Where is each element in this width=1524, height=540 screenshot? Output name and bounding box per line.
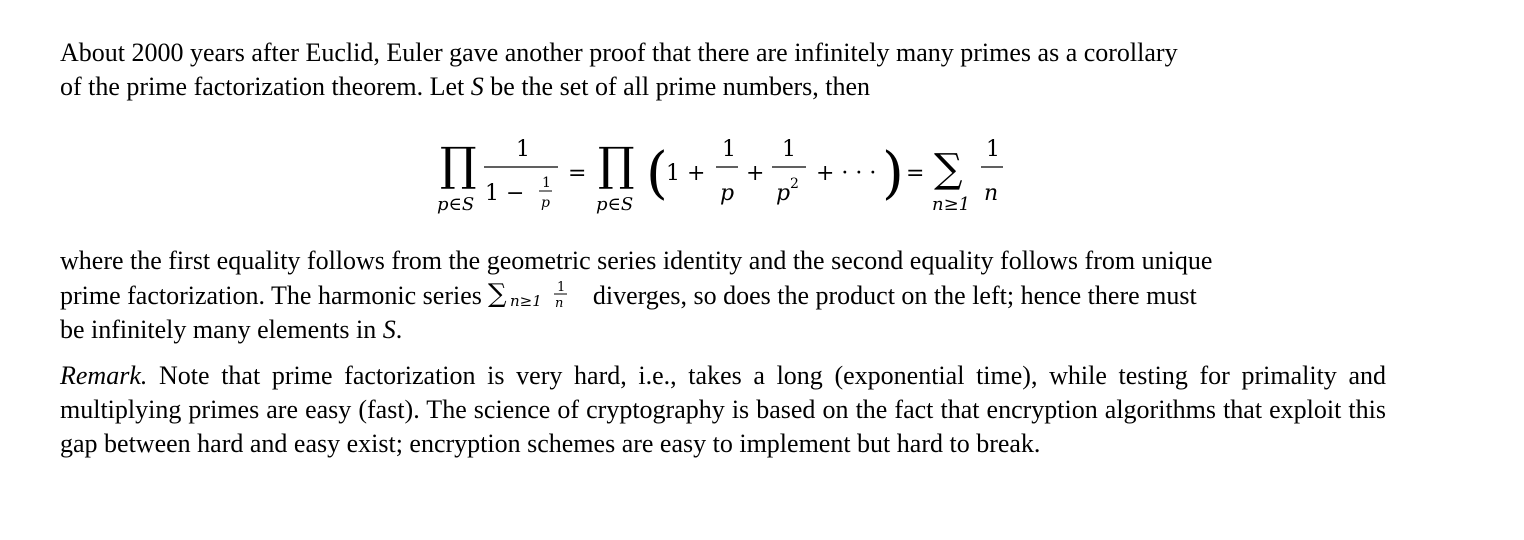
term-one-over-p-numerator: 1 [722, 137, 736, 162]
nested-numerator-one: 1 [542, 175, 551, 191]
paragraph-intro [60, 36, 1386, 104]
equals-sign-2: = [906, 161, 925, 186]
term-one-over-p-denominator: p [720, 181, 735, 206]
inline-sum-subscript: n≥1 [510, 292, 543, 308]
remark-text: Note that prime factorization is very hard, i.e., takes a long (exponential time), while testing for primality and multiplying primes are easy (fast). The science of cryptography is based on the fact that encryption algorithms that exploit this gap between hard and easy exist; encryption schemes are easy to implement but hard to break. [60, 361, 1386, 458]
product-symbol-left: ∏ [440, 137, 477, 191]
harmonic-line-1: where the first equality follows from the geometric series identity and the second equality follows from unique [60, 246, 1213, 275]
inline-denominator-n: n [555, 296, 564, 308]
harmonic-line-2-post: diverges, so does the product on the left; hence there must [592, 281, 1197, 310]
left-parenthesis: ( [646, 141, 668, 206]
term-one-over-p-squared-numerator: 1 [782, 137, 796, 162]
inline-harmonic-sum [488, 278, 586, 308]
remark-label: Remark. [60, 361, 148, 390]
inline-numerator-one: 1 [557, 280, 566, 295]
sum-subscript: n≥1 [932, 194, 971, 215]
plus-ellipsis: + · · · [816, 161, 877, 186]
intro-line-1: About 2000 years after Euclid, Euler gave another proof that there are infinitely many primes as a corollary [60, 38, 1178, 67]
nested-denominator-p: p [541, 195, 550, 211]
euler-product-equation [60, 104, 1386, 244]
one-plus: 1 + [666, 161, 706, 186]
harmonic-line-3-post: . [395, 315, 403, 344]
term-one-over-n-denominator: n [984, 181, 999, 206]
equals-sign-1: = [568, 161, 587, 186]
fraction-numerator-one: 1 [516, 137, 530, 162]
term-p-squared-base: p [776, 181, 791, 206]
inline-sum-symbol: ∑ [488, 279, 507, 308]
product-subscript-right: p∈S [596, 194, 634, 215]
set-s-variable-2: S [382, 315, 396, 344]
right-parenthesis: ) [882, 141, 904, 206]
plus-sign: + [746, 161, 765, 186]
product-symbol-right: ∏ [598, 137, 635, 191]
intro-line-2-post: be the set of all prime numbers, then [483, 72, 871, 101]
document-page [60, 36, 1386, 461]
set-s-variable: S [470, 72, 484, 101]
paragraph-remark [60, 359, 1386, 461]
intro-line-2-pre: of the prime factorization theorem. Let [60, 72, 471, 101]
product-subscript-left: p∈S [437, 194, 475, 215]
fraction-denominator-one-minus: 1 − [485, 181, 525, 206]
term-p-squared-exponent: 2 [790, 176, 799, 192]
sum-symbol: ∑ [934, 146, 963, 192]
term-one-over-n-numerator: 1 [986, 137, 1000, 162]
harmonic-line-2-pre: prime factorization. The harmonic series [60, 281, 482, 310]
inline-sum-svg [488, 278, 586, 308]
paragraph-harmonic [60, 244, 1386, 347]
harmonic-line-3-pre: be infinitely many elements in [60, 315, 383, 344]
equation-svg [60, 104, 1386, 244]
